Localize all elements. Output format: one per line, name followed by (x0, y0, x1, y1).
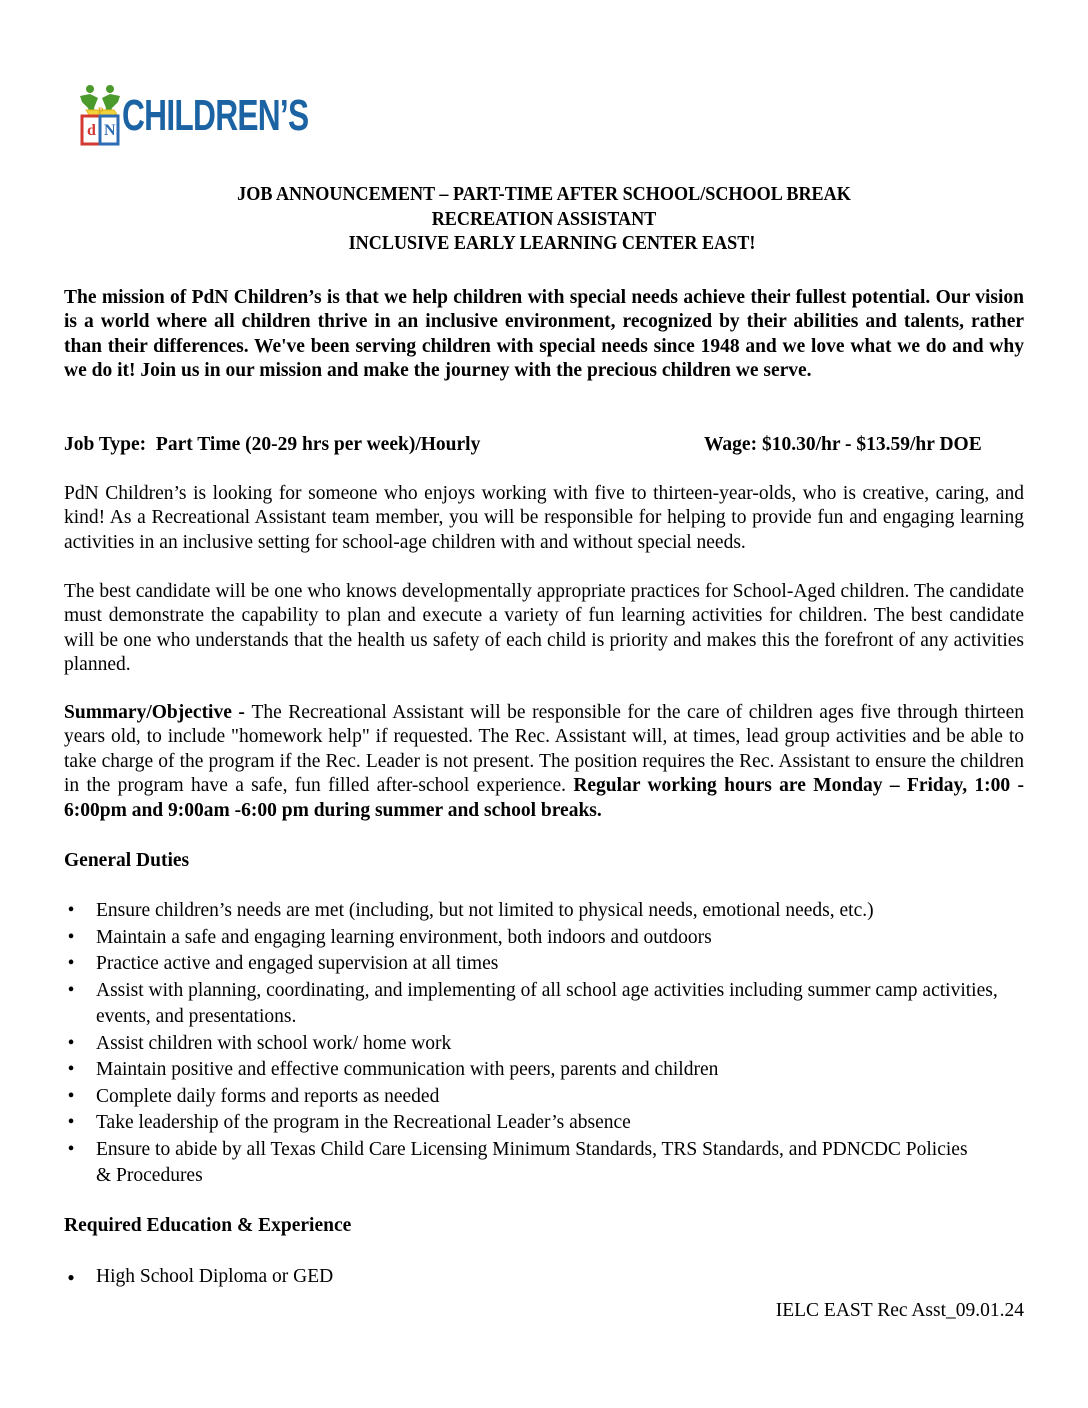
title-line-2: RECREATION ASSISTANT (431, 209, 657, 230)
duty-item (64, 1084, 1024, 1111)
duty-text: Complete daily forms and reports as needed (96, 1085, 440, 1107)
education-item (64, 1264, 1024, 1291)
education-heading: Required Education & Experience (64, 1215, 352, 1236)
duty-text: Assist with planning, coordinating, and implementing of all school age activities including summer camp activities, events, and presentations. (96, 979, 998, 1027)
bullet-icon: • (67, 1032, 75, 1054)
logo-letter-n: N (104, 122, 116, 139)
general-duties-heading: General Duties (64, 850, 190, 871)
duty-text: Maintain a safe and engaging learning environment, both indoors and outdoors (96, 926, 712, 948)
duty-item (64, 1137, 1024, 1190)
candidate-paragraph: The best candidate will be one who knows developmentally appropriate practices for School-Aged children. The candidate must demonstrate the capability to plan and execute a variety of fun learning activities for children. The best candidate will be one who understands that the health us safety of each child is priority and makes this the forefront of any activities planned. (64, 581, 1024, 676)
job-type: Job Type: Part Time (20-29 hrs per week)/Hourly (64, 434, 481, 455)
duty-item (64, 1110, 1024, 1137)
wage: Wage: $10.30/hr - $13.59/hr DOE (704, 434, 982, 455)
intro-paragraph: PdN Children’s is looking for someone who enjoys working with five to thirteen-year-olds, who is creative, caring, and kind! As a Recreational Assistant team member, you will be responsible for helping to provide fun and engaging learning activities in an inclusive setting for school-age children with and without special needs. (64, 483, 1024, 553)
duty-item (64, 1031, 1024, 1058)
document-footer-code: IELC EAST Rec Asst_09.01.24 (775, 1300, 1024, 1321)
bullet-icon: • (67, 1112, 75, 1133)
title-line-3: INCLUSIVE EARLY LEARNING CENTER EAST! (348, 233, 756, 254)
bullet-icon: • (67, 1059, 75, 1080)
duty-item (64, 1057, 1024, 1084)
bullet-icon: • (67, 979, 75, 1001)
logo-letter-p: P (98, 106, 104, 116)
job-type-wage-row (64, 433, 1024, 457)
summary-label: Summary/Objective - (64, 702, 252, 723)
bullet-icon: • (67, 1138, 75, 1160)
bullet-icon: ● (67, 1270, 75, 1284)
duty-text: Ensure children’s needs are met (including, but not limited to physical needs, emotional needs, etc.) (96, 900, 874, 921)
pdn-childrens-logo (78, 84, 309, 148)
logo-letter-d: d (87, 122, 96, 139)
education-list (64, 1264, 1024, 1291)
duty-item (64, 951, 1024, 978)
duty-item (64, 978, 1024, 1031)
duty-text: Practice active and engaged supervision at all times (96, 953, 499, 974)
bullet-icon: • (67, 1085, 75, 1107)
duty-item (64, 898, 1024, 925)
duty-text: Maintain positive and effective communication with peers, parents and children (96, 1059, 719, 1080)
bullet-icon: • (67, 953, 75, 974)
title-line-1: JOB ANNOUNCEMENT – PART-TIME AFTER SCHOOL/SCHOOL BREAK (237, 184, 851, 205)
working-hours: Regular working hours are Monday – Friday, 1:00 - 6:00pm and 9:00am -6:00 pm during summer and school breaks. (64, 775, 1024, 821)
duty-text: Assist children with school work/ home work (96, 1032, 452, 1054)
bullet-icon: • (67, 900, 75, 921)
duty-item (64, 925, 1024, 952)
summary-body: The Recreational Assistant will be responsible for the care of children ages five through thirteen years old, to include "homework help" if requested. The Rec. Assistant will, at times, lead group activities and be able to take charge of the program if the Rec. Leader is not present. The position requires the Rec. Assistant to ensure the children in the program have a safe, fun filled after-school experience. (64, 702, 1024, 797)
logo-wordmark: CHILDREN’S (122, 91, 309, 140)
duty-text: Ensure to abide by all Texas Child Care Licensing Minimum Standards, TRS Standards, and PDNCDC Policies & Procedures (96, 1138, 968, 1186)
duty-text: Take leadership of the program in the Recreational Leader’s absence (96, 1112, 631, 1133)
general-duties-list (64, 898, 1024, 1190)
summary-objective-paragraph (64, 701, 1024, 823)
education-text: High School Diploma or GED (96, 1266, 334, 1287)
bullet-icon: • (67, 926, 75, 948)
mission-statement: The mission of PdN Children’s is that we help children with special needs achieve their fullest potential. Our vision is a world where all children thrive in an inclusive environment, recognized by their abilities and talents, rather than their differences. We've been serving children with special needs since 1948 and we love what we do and why we do it! Join us in our mission and make the journey with the precious children we serve. (64, 287, 1024, 382)
